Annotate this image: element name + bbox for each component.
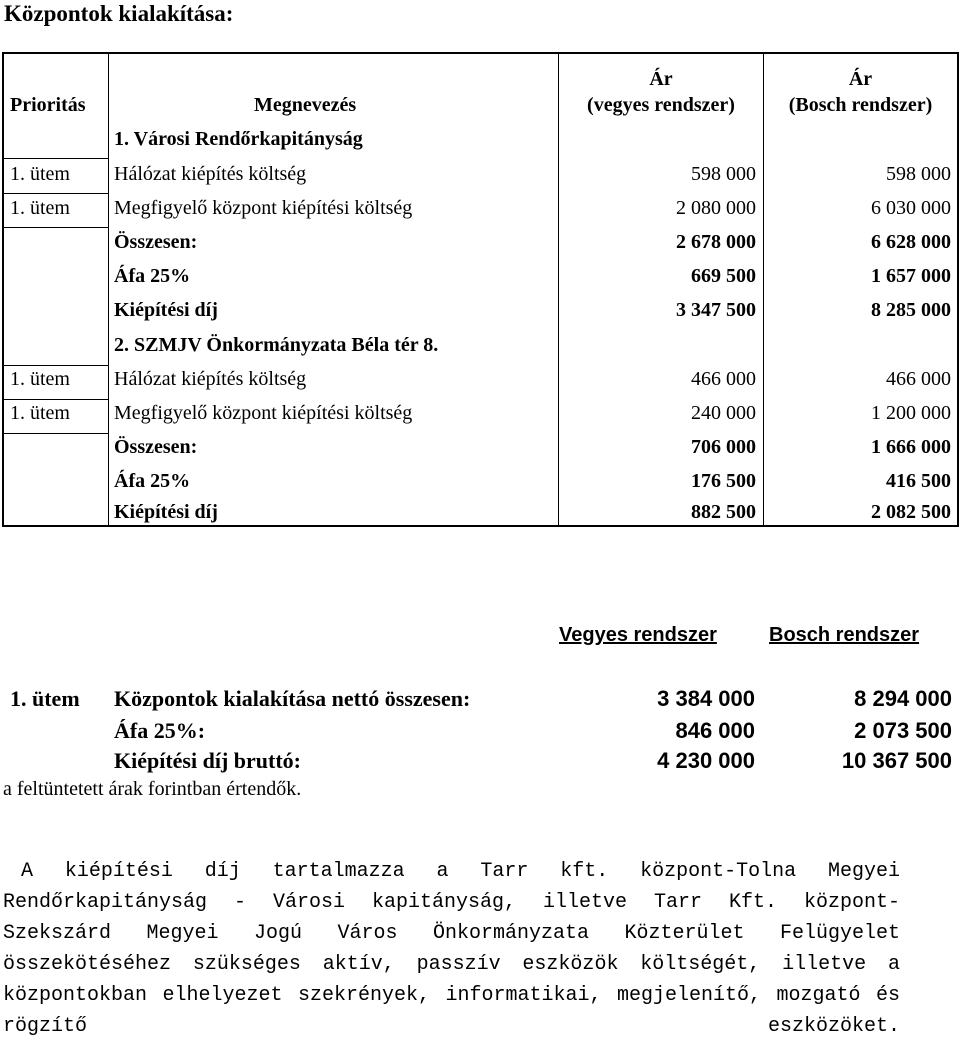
table-border-right — [957, 52, 959, 527]
table-border-left — [2, 52, 4, 527]
header-priority: Prioritás — [10, 94, 86, 116]
total-label: Összesen: — [114, 436, 198, 458]
fee-label: Kiépítési díj — [114, 299, 218, 321]
fee-label: Kiépítési díj — [114, 501, 218, 523]
summary-gross-b: 10 367 500 — [841, 748, 952, 773]
row-price-a: 466 000 — [691, 368, 756, 390]
row-name: Hálózat kiépítés költség — [114, 368, 307, 390]
section-heading: 1. Városi Rendőrkapitányság — [114, 128, 363, 150]
total-price-a: 706 000 — [691, 436, 756, 458]
summary-vat-label: Áfa 25%: — [114, 718, 206, 743]
description-paragraph — [3, 856, 900, 1042]
row-price-a: 2 080 000 — [676, 197, 756, 219]
cost-table — [2, 52, 959, 527]
total-price-b: 1 666 000 — [871, 436, 951, 458]
row-price-b: 6 030 000 — [871, 197, 951, 219]
row-priority: 1. ütem — [10, 368, 70, 390]
total-price-a: 2 678 000 — [676, 231, 756, 253]
fee-price-b: 2 082 500 — [871, 501, 951, 523]
row-priority: 1. ütem — [10, 402, 70, 424]
row-divider — [2, 193, 109, 194]
total-price-b: 6 628 000 — [871, 231, 951, 253]
section-heading: 2. SZMJV Önkormányzata Béla tér 8. — [114, 334, 439, 356]
row-divider — [2, 158, 109, 159]
row-divider — [2, 433, 109, 434]
vat-label: Áfa 25% — [114, 265, 191, 287]
col-divider-1 — [108, 52, 109, 527]
row-price-b: 1 200 000 — [871, 402, 951, 424]
row-divider — [2, 227, 109, 228]
summary-gross-label: Kiépítési díj bruttó: — [114, 748, 301, 773]
vat-price-b: 1 657 000 — [871, 265, 951, 287]
row-name: Megfigyelő központ kiépítési költség — [114, 197, 413, 219]
row-name: Megfigyelő központ kiépítési költség — [114, 402, 413, 424]
summary-priority: 1. ütem — [10, 686, 80, 711]
vat-price-b: 416 500 — [886, 470, 951, 492]
row-name: Hálózat kiépítés költség — [114, 163, 307, 185]
header-name: Megnevezés — [254, 94, 357, 116]
row-priority: 1. ütem — [10, 197, 70, 219]
row-price-b: 598 000 — [886, 163, 951, 185]
row-divider — [2, 365, 109, 366]
header-price-a-line1: Ár — [649, 68, 673, 90]
table-border-top — [2, 52, 959, 54]
summary-net-b: 8 294 000 — [854, 686, 952, 711]
table-border-bottom — [2, 525, 959, 527]
vat-label: Áfa 25% — [114, 470, 191, 492]
currency-note: a feltüntetett árak forintban értendők. — [3, 778, 302, 800]
header-price-a-line2: (vegyes rendszer) — [587, 94, 735, 116]
summary-col-a-header: Vegyes rendszer — [559, 624, 717, 646]
summary-vat-a: 846 000 — [675, 718, 755, 743]
row-divider — [2, 399, 109, 400]
total-label: Összesen: — [114, 231, 198, 253]
vat-price-a: 176 500 — [691, 470, 756, 492]
header-price-b-line2: (Bosch rendszer) — [788, 94, 933, 116]
row-price-a: 240 000 — [691, 402, 756, 424]
row-price-a: 598 000 — [691, 163, 756, 185]
header-price-b-line1: Ár — [848, 68, 873, 90]
summary-gross-a: 4 230 000 — [657, 748, 755, 773]
summary-net-a: 3 384 000 — [657, 686, 755, 711]
fee-price-a: 3 347 500 — [676, 299, 756, 321]
page-title: Központok kialakítása: — [4, 1, 234, 26]
paragraph-text: A kiépítési díj tartalmazza a Tarr kft. központ-Tolna Megyei Rendőrkapitányság - Városi kapitányság, illetve Tarr Kft. központ-Szekszárd Megyei Jogú Város Önkormányzata Közterület Felügyelet összekötéséhez szükséges aktív, passzív eszközök költségét, illetve a központokban elhelyezet szekrények, informatikai, megjelenítő, mozgató és rögzítő eszközöket. — [3, 860, 900, 1038]
fee-price-b: 8 285 000 — [871, 299, 951, 321]
fee-price-a: 882 500 — [691, 501, 756, 523]
summary-vat-b: 2 073 500 — [854, 718, 952, 743]
row-priority: 1. ütem — [10, 163, 70, 185]
summary-net-label: Központok kialakítása nettó összesen: — [114, 686, 471, 711]
summary-col-b-header: Bosch rendszer — [769, 624, 920, 646]
vat-price-a: 669 500 — [691, 265, 756, 287]
row-price-b: 466 000 — [886, 368, 951, 390]
